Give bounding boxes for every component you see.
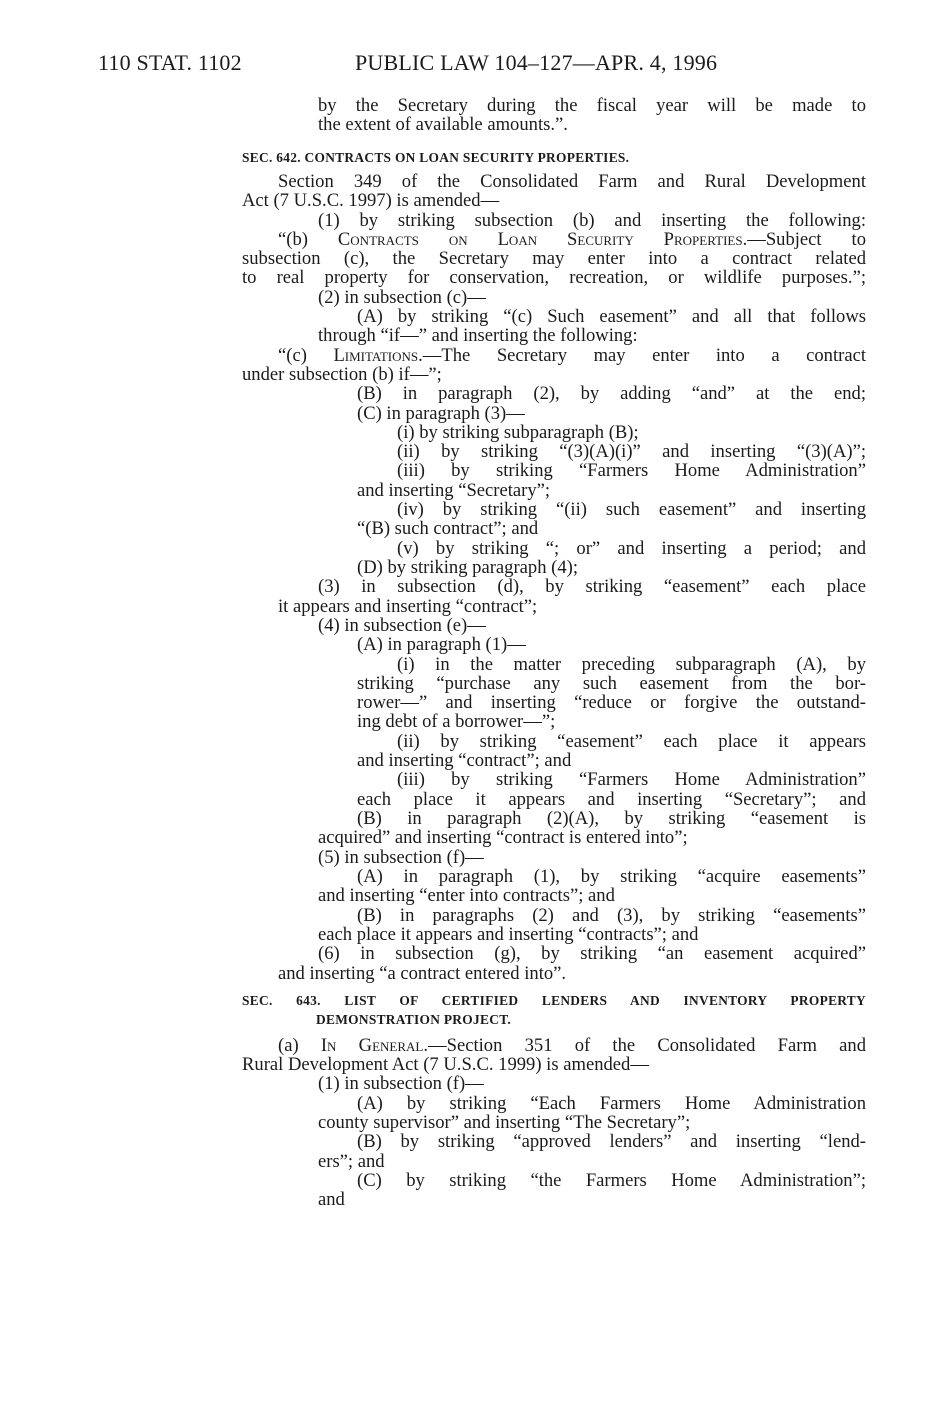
line-text: under subsection (b) if—”; xyxy=(242,364,442,385)
text-line xyxy=(397,539,866,559)
text-line xyxy=(318,96,866,116)
line-text: it appears and inserting “contract”; xyxy=(278,596,538,617)
line-text-continued: —Section 351 of the Consolidated Farm and xyxy=(428,1036,866,1056)
text-line xyxy=(357,674,866,694)
text-line xyxy=(357,1132,866,1152)
line-text: (1) in subsection (f)— xyxy=(318,1073,484,1094)
text-line xyxy=(278,597,866,616)
text-line xyxy=(318,577,866,597)
text-line xyxy=(318,616,866,635)
line-text-continued: —Subject to xyxy=(747,230,866,250)
text-line xyxy=(318,925,866,944)
text-line xyxy=(242,249,866,269)
line-text: county supervisor” and inserting “The Secretary”; xyxy=(318,1112,691,1133)
text-line xyxy=(242,268,866,288)
text-line xyxy=(357,1171,866,1191)
line-text: through “if—” and inserting the following: xyxy=(318,325,638,346)
line-text: “(B) such contract”; and xyxy=(357,518,539,539)
text-line xyxy=(397,500,866,520)
line-text: (2) in subsection (c)— xyxy=(318,287,486,308)
line-text: each place it appears and inserting “contracts”; and xyxy=(318,924,699,945)
line-text: subsection (c), the Secretary may enter into a contract related xyxy=(242,249,866,269)
line-text: and inserting “a contract entered into”. xyxy=(278,963,567,984)
line-text: (iii) by striking “Farmers Home Administration” xyxy=(397,770,866,790)
subsection-caption: In General. xyxy=(320,1036,429,1056)
line-text: (v) by striking “; or” and inserting a period; and xyxy=(397,539,866,559)
line-text: the extent of available amounts.”. xyxy=(318,114,568,135)
text-line xyxy=(357,809,866,829)
line-text: “(b) xyxy=(278,230,338,250)
text-line xyxy=(242,191,866,210)
line-text: (A) by striking “(c) Such easement” and all that follows xyxy=(357,307,866,327)
text-line xyxy=(357,1094,866,1114)
text-line xyxy=(278,1036,866,1056)
line-text: (B) in paragraphs (2) and (3), by striking “easements” xyxy=(357,906,866,926)
text-line xyxy=(318,288,866,307)
line-text: (B) in paragraph (2), by adding “and” at the end; xyxy=(357,384,866,404)
text-line xyxy=(357,481,866,500)
text-line xyxy=(278,346,866,366)
text-line xyxy=(318,1074,866,1093)
line-text: (A) by striking “Each Farmers Home Administration xyxy=(357,1094,866,1114)
line-text: “(c) xyxy=(278,346,334,366)
text-line xyxy=(357,712,866,731)
text-line xyxy=(397,461,866,481)
text-line xyxy=(397,732,866,752)
line-text: and inserting “contract”; and xyxy=(357,750,572,771)
section-heading-line xyxy=(242,148,866,167)
line-text: Rural Development Act (7 U.S.C. 1999) is amended— xyxy=(242,1054,649,1075)
line-text: each place it appears and inserting “Secretary”; and xyxy=(357,790,866,810)
text-line xyxy=(318,1113,866,1132)
line-text: (B) in paragraph (2)(A), by striking “easement is xyxy=(357,809,866,829)
line-text: ing debt of a borrower—”; xyxy=(357,711,556,732)
line-text: (i) in the matter preceding subparagraph (A), by xyxy=(397,655,866,675)
line-text: acquired” and inserting “contract is entered into”; xyxy=(318,827,688,848)
text-line xyxy=(242,365,866,384)
line-text: (6) in subsection (g), by striking “an easement acquired” xyxy=(318,944,866,964)
line-text: (A) in paragraph (1), by striking “acquire easements” xyxy=(357,867,866,887)
line-text: Act (7 U.S.C. 1997) is amended— xyxy=(242,190,500,211)
line-text: Section 349 of the Consolidated Farm and Rural Development xyxy=(278,172,866,192)
text-line xyxy=(278,172,866,192)
line-text: and inserting “enter into contracts”; and xyxy=(318,885,615,906)
line-text: (A) in paragraph (1)— xyxy=(357,634,526,655)
line-text: (5) in subsection (f)— xyxy=(318,847,484,868)
text-line xyxy=(357,790,866,810)
text-line xyxy=(318,1152,866,1171)
running-header: PUBLIC LAW 104–127—APR. 4, 1996 xyxy=(355,50,718,75)
line-text: (i) by striking subparagraph (B); xyxy=(397,422,639,443)
line-text: (B) by striking “approved lenders” and inserting “lend- xyxy=(357,1132,866,1152)
line-text: (ii) by striking “easement” each place it appears xyxy=(397,732,866,752)
line-text: (iv) by striking “(ii) such easement” and inserting xyxy=(397,500,866,520)
line-text-continued: —The Secretary may enter into a contract xyxy=(422,346,866,366)
line-text: (ii) by striking “(3)(A)(i)” and inserting “(3)(A)”; xyxy=(397,442,866,462)
text-line xyxy=(397,655,866,675)
text-line xyxy=(357,751,866,770)
line-text: and xyxy=(318,1189,345,1210)
text-line xyxy=(318,886,866,905)
line-text: DEMONSTRATION PROJECT. xyxy=(316,1012,512,1027)
text-line xyxy=(397,423,866,442)
text-line xyxy=(357,519,866,538)
text-line xyxy=(357,906,866,926)
text-line xyxy=(318,848,866,867)
text-line xyxy=(397,442,866,462)
section-heading-line xyxy=(242,991,866,1011)
text-line xyxy=(318,326,866,345)
text-line xyxy=(357,384,866,404)
line-text: (C) by striking “the Farmers Home Administration”; xyxy=(357,1171,866,1191)
line-text: (3) in subsection (d), by striking “easement” each place xyxy=(318,577,866,597)
line-text: by the Secretary during the fiscal year will be made to xyxy=(318,96,866,116)
text-line xyxy=(318,1190,866,1209)
line-text: (D) by striking paragraph (4); xyxy=(357,557,578,578)
line-text: to real property for conservation, recreation, or wildlife purposes.”; xyxy=(242,268,866,288)
section-heading-line xyxy=(316,1010,866,1029)
line-text: (iii) by striking “Farmers Home Administration” xyxy=(397,461,866,481)
text-line xyxy=(357,558,866,577)
text-line xyxy=(318,828,866,847)
text-line xyxy=(242,1055,866,1074)
line-text: ers”; and xyxy=(318,1151,385,1172)
text-line xyxy=(278,230,866,250)
statute-page-number: 110 STAT. 1102 xyxy=(98,50,242,75)
text-line xyxy=(397,770,866,790)
line-text: rower—” and inserting “reduce or forgive the outstand- xyxy=(357,693,866,713)
text-line xyxy=(357,307,866,327)
line-text: SEC. 642. CONTRACTS ON LOAN SECURITY PROPERTIES. xyxy=(242,150,630,165)
line-text: SEC. 643. LIST OF CERTIFIED LENDERS AND INVENTORY PROPERTY xyxy=(242,993,866,1008)
line-text: striking “purchase any such easement from the bor- xyxy=(357,674,866,694)
line-text: (C) in paragraph (3)— xyxy=(357,403,525,424)
line-text: (4) in subsection (e)— xyxy=(318,615,486,636)
text-line xyxy=(357,867,866,887)
text-line xyxy=(318,944,866,964)
text-line xyxy=(318,115,866,134)
subsection-caption: Limitations. xyxy=(333,346,423,366)
line-text: and inserting “Secretary”; xyxy=(357,480,551,501)
text-line xyxy=(278,964,866,983)
text-line xyxy=(357,635,866,654)
text-line xyxy=(357,404,866,423)
text-line xyxy=(357,693,866,713)
text-line xyxy=(318,211,866,231)
subsection-caption: Contracts on Loan Security Properties. xyxy=(337,230,748,250)
line-text: (a) xyxy=(278,1036,321,1056)
line-text: (1) by striking subsection (b) and inserting the following: xyxy=(318,211,866,231)
